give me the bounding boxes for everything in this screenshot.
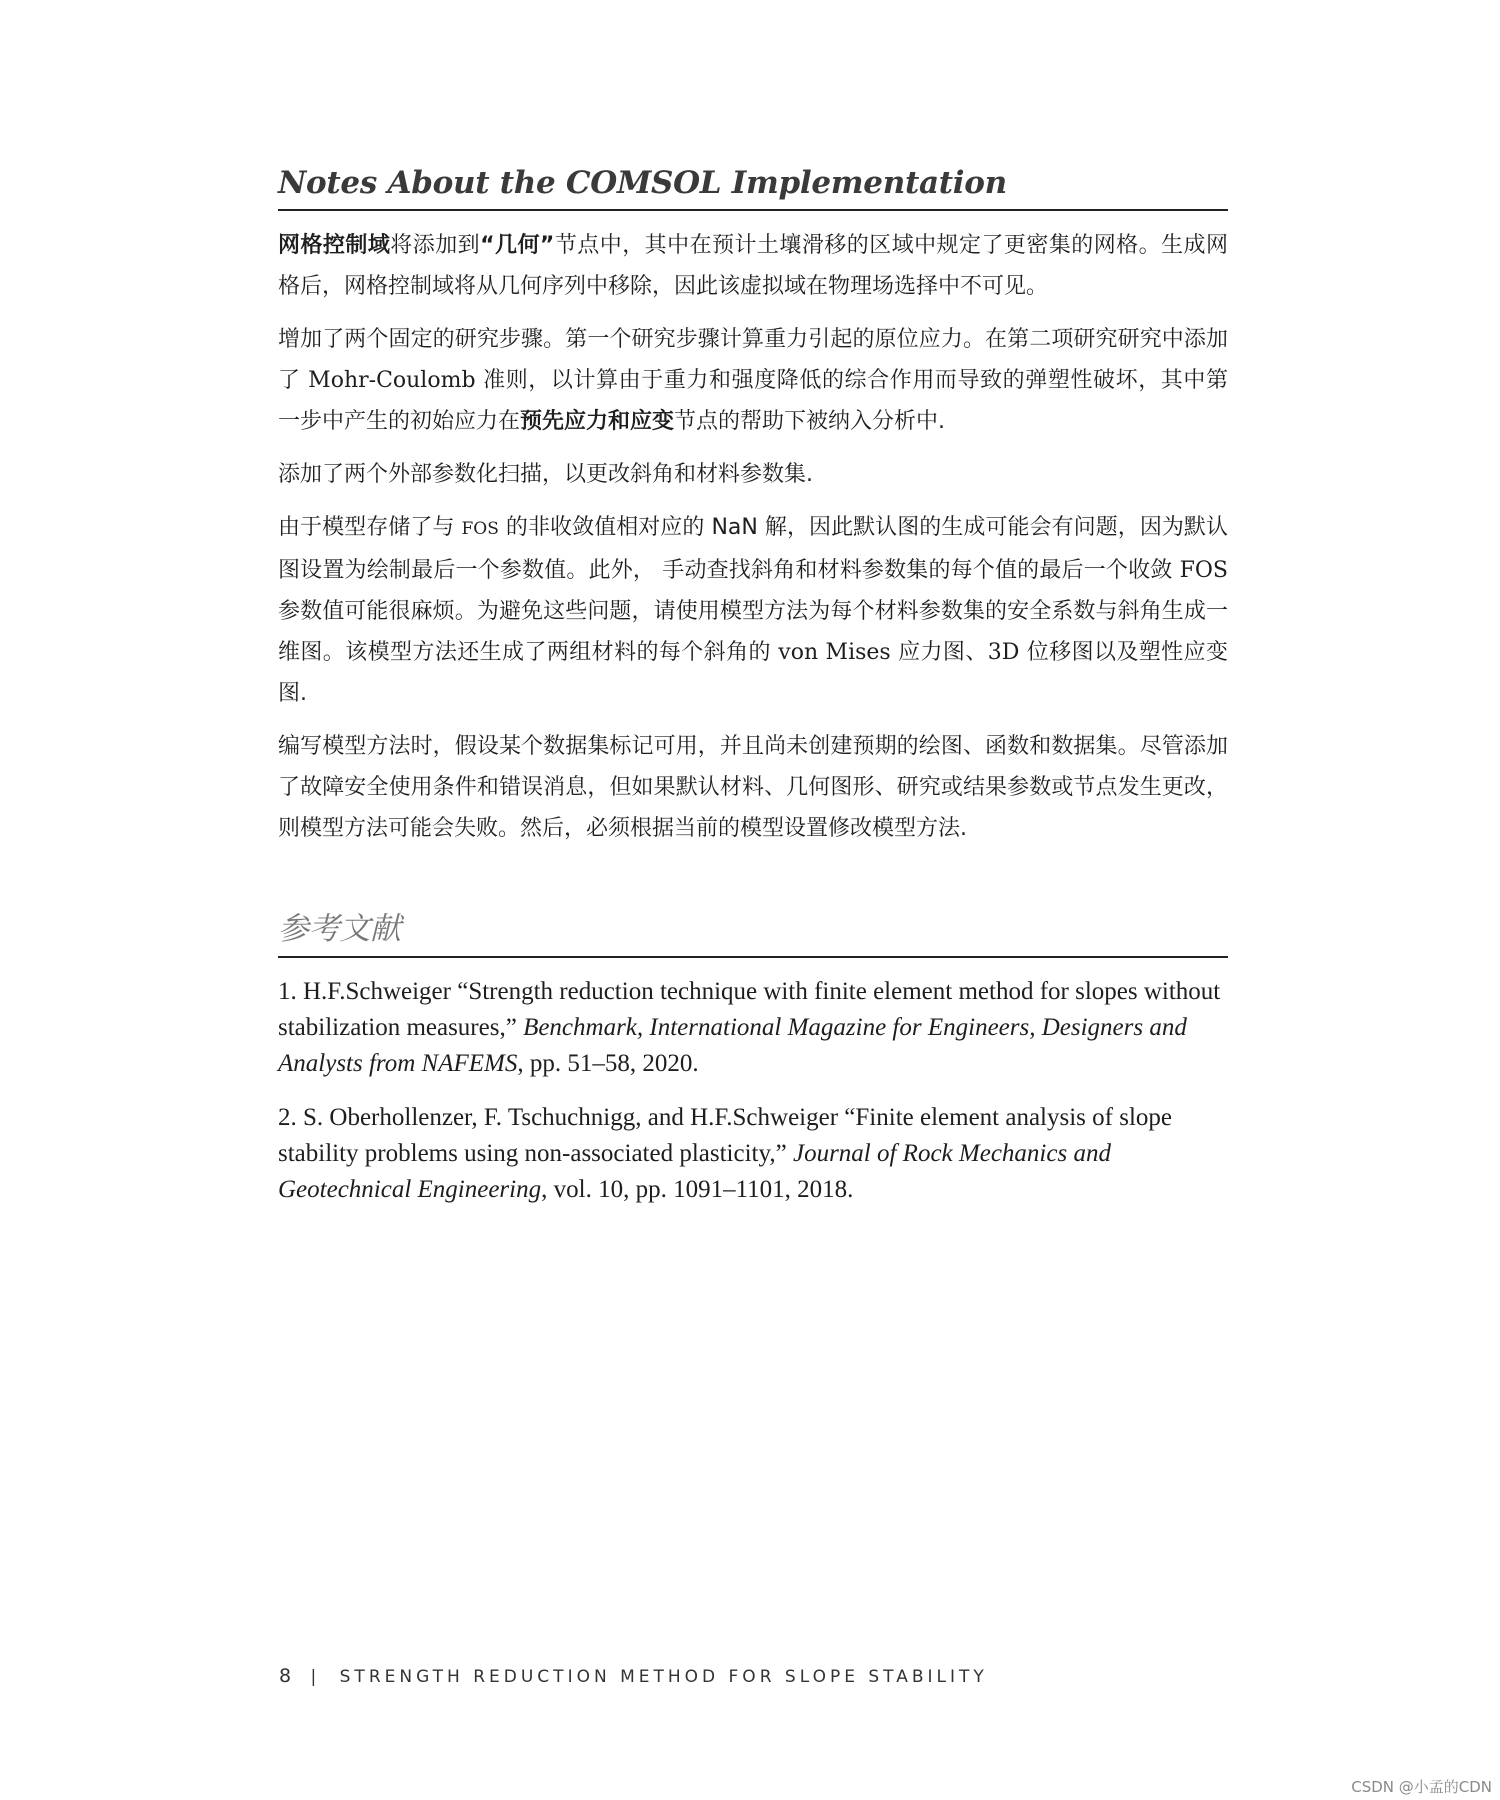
- footer-separator: |: [310, 1667, 317, 1687]
- page-footer: [279, 1665, 988, 1687]
- bold-prestress-strain: 预先应力和应变: [520, 409, 675, 434]
- bold-geometry-node: “几何”: [480, 233, 555, 258]
- reference-journal-1: Benchmark, International Magazine for Engineers, Designers and Analysts from NAFEMS: [278, 1014, 1187, 1077]
- paragraph-mesh-control: 网格控制域将添加到“几何”节点中，其中在预计土壤滑移的区域中规定了更密集的网格。生成网格后，网格控制域将从几何序列中移除，因此该虚拟域在物理场选择中不可见。: [278, 233, 1228, 299]
- paragraph-parametric-sweeps: 添加了两个外部参数化扫描，以更改斜角和材料参数集.: [278, 462, 813, 487]
- running-title: STRENGTH REDUCTION METHOD FOR SLOPE STABILITY: [339, 1667, 988, 1687]
- page-number: 8: [279, 1665, 292, 1687]
- section-title: Notes About the COMSOL Implementation: [278, 165, 1228, 211]
- watermark: CSDN @小孟的CDN: [1351, 1778, 1492, 1796]
- reference-journal-2: Journal of Rock Mechanics and Geotechnical Engineering: [278, 1140, 1111, 1203]
- document-page: [278, 165, 1228, 1208]
- bold-mesh-control-domains: 网格控制域: [278, 233, 391, 258]
- references-title: 参考文献: [278, 903, 1228, 958]
- reference-item-1: 1. H.F.Schweiger “Strength reduction technique with finite element method for slopes without stabilization measures,” Benchmark, International Magazine for Engineers, Designers and Analysts from NAFEMS, pp. 51–58, 2020.: [278, 978, 1221, 1077]
- paragraph-model-methods: 编写模型方法时，假设某个数据集标记可用，并且尚未创建预期的绘图、函数和数据集。尽管添加了故障安全使用条件和错误消息，但如果默认材料、几何图形、研究或结果参数或节点发生更改，则模型方法可能会失败。然后，必须根据当前的模型设置修改模型方法.: [278, 734, 1228, 841]
- paragraph-study-steps: 增加了两个固定的研究步骤。第一个研究步骤计算重力引起的原位应力。在第二项研究研究中添加了 Mohr-Coulomb 准则，以计算由于重力和强度降低的综合作用而导致的弹塑性破坏，其中第一步中产生的初始应力在预先应力和应变节点的帮助下被纳入分析中.: [278, 327, 1228, 434]
- reference-item-2: 2. S. Oberhollenzer, F. Tschuchnigg, and H.F.Schweiger “Finite element analysis of slope stability problems using non-associated plasticity,” Journal of Rock Mechanics and Geotechnical Engineering, vol. 10, pp. 1091–1101, 2018.: [278, 1104, 1172, 1203]
- paragraph-nan-solutions: 由于模型存储了与 FOS 的非收敛值相对应的 NaN 解，因此默认图的生成可能会有问题，因为默认图设置为绘制最后一个参数值。此外， 手动查找斜角和材料参数集的每个值的最后一个收敛 FOS 参数值可能很麻烦。为避免这些问题，请使用模型方法为每个材料参数集的安全系数与斜角生成一维图。该模型方法还生成了两组材料的每个斜角的 von Mises 应力图、3D 位移图以及塑性应变图.: [278, 515, 1228, 706]
